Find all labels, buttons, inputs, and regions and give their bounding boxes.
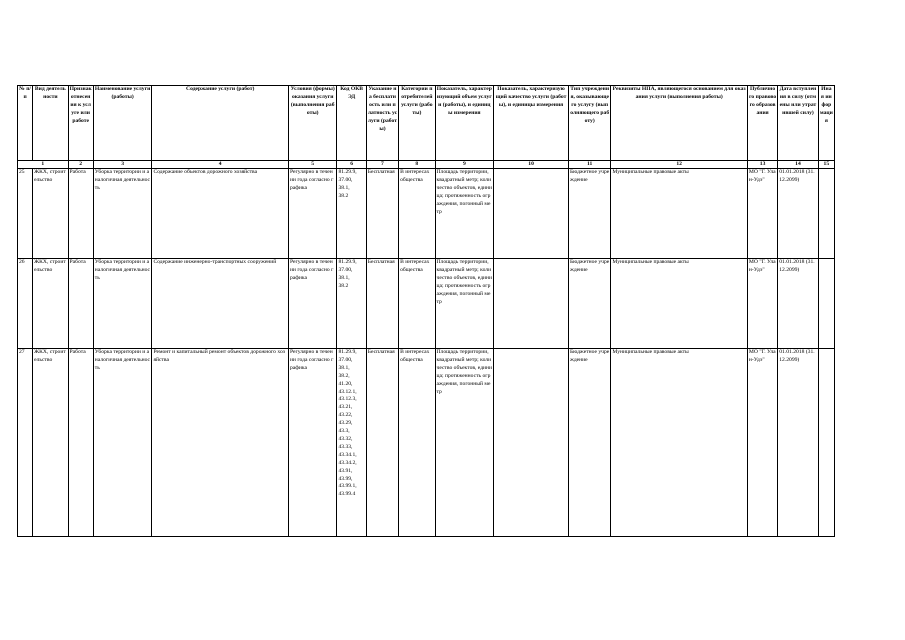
row-number: 26 bbox=[18, 259, 33, 349]
column-number-cell: 14 bbox=[778, 161, 818, 169]
header-cell: Категории потребителей услуги (работы) bbox=[399, 86, 435, 161]
table-header-row bbox=[18, 86, 835, 161]
consumers-cell: В интересах общества bbox=[399, 259, 435, 349]
column-number-cell: 8 bbox=[399, 161, 435, 169]
table-row bbox=[18, 349, 835, 537]
table-row bbox=[18, 259, 835, 349]
column-number-cell: 11 bbox=[568, 161, 610, 169]
column-number-cell: 2 bbox=[68, 161, 93, 169]
service-name-cell: Уборка территории и аналогичная деятельность bbox=[93, 169, 152, 259]
column-number-cell: 1 bbox=[18, 161, 69, 169]
consumers-cell: В интересах общества bbox=[399, 169, 435, 259]
other-info-cell bbox=[818, 169, 834, 259]
table-row bbox=[18, 169, 835, 259]
row-number: 27 bbox=[18, 349, 33, 537]
public-entity-cell: МО "Г. Улан-Удэ" bbox=[747, 349, 777, 537]
column-number-cell: 15 bbox=[818, 161, 834, 169]
services-register-table bbox=[17, 85, 835, 537]
conditions-cell: Регулярно в течении года согласно графика bbox=[288, 349, 337, 537]
quality-indicator-cell bbox=[494, 349, 569, 537]
header-cell: № п/п bbox=[18, 86, 33, 161]
row-number: 25 bbox=[18, 169, 33, 259]
type-cell: Работа bbox=[68, 169, 93, 259]
okved-cell: 81.29.9, 37.00, 38.1, 38.2, 41.20, 43.12.1, 43.12.3, 43.21, 43.22, 43.29, 43.3, 43.32, 43.33, 43.34.1, 43.34.2, 43.91, 43.99, 43.99.1, 43.99.4 bbox=[337, 349, 366, 537]
npa-cell: Муниципальные правовые акты bbox=[611, 259, 748, 349]
header-cell: Признак отнесения к услуге или работе bbox=[68, 86, 93, 161]
header-cell: Дата вступления в силу (отмены или утратившей силу) bbox=[778, 86, 818, 161]
institution-type-cell: Бюджетное учреждение bbox=[568, 349, 610, 537]
other-info-cell bbox=[818, 349, 834, 537]
activity-cell: ЖКХ, строительство bbox=[33, 169, 68, 259]
service-content-cell: Содержание объектов дорожного хозяйства bbox=[152, 169, 289, 259]
conditions-cell: Регулярно в течении года согласно графика bbox=[288, 259, 337, 349]
activity-cell: ЖКХ, строительство bbox=[33, 349, 68, 537]
service-name-cell: Уборка территории и аналогичная деятельность bbox=[93, 259, 152, 349]
public-entity-cell: МО "Г. Улан-Удэ" bbox=[747, 259, 777, 349]
column-number-cell: 13 bbox=[747, 161, 777, 169]
header-cell: Публичного правового образования bbox=[747, 86, 777, 161]
volume-indicator-cell: Площадь территории, квадратный метр; количество объектов, единица; протяженность ограждения, погонный метр bbox=[435, 349, 494, 537]
header-cell: Наименование услуги (работы) bbox=[93, 86, 152, 161]
payment-cell: Бесплатная bbox=[366, 169, 398, 259]
payment-cell: Бесплатная bbox=[366, 349, 398, 537]
column-number-cell: 4 bbox=[152, 161, 289, 169]
npa-cell: Муниципальные правовые акты bbox=[611, 349, 748, 537]
header-cell: Показатель, характеризующий объем услуги (работы), и единицы измерения bbox=[435, 86, 494, 161]
activity-cell: ЖКХ, строительство bbox=[33, 259, 68, 349]
column-number-cell: 6 bbox=[337, 161, 366, 169]
service-content-cell: Содержание инженерно-транспортных сооружений bbox=[152, 259, 289, 349]
header-cell: Указание на бесплатность или платность услуги (работы) bbox=[366, 86, 398, 161]
header-cell: Тип учреждения, оказывающего услугу (выполняющего работу) bbox=[568, 86, 610, 161]
column-number-cell: 12 bbox=[611, 161, 748, 169]
effective-date-cell: 01.01.2018 (31.12.2099) bbox=[778, 259, 818, 349]
header-cell: Реквизиты НПА, являющегося основанием для оказания услуги (выполнения работы) bbox=[611, 86, 748, 161]
column-number-cell: 9 bbox=[435, 161, 494, 169]
effective-date-cell: 01.01.2018 (31.12.2099) bbox=[778, 169, 818, 259]
header-cell: Показатель, характеризующий качество услуги (работы), и единицы измерения bbox=[494, 86, 569, 161]
npa-cell: Муниципальные правовые акты bbox=[611, 169, 748, 259]
volume-indicator-cell: Площадь территории, квадратный метр; количество объектов, единица; протяженность ограждения, погонный метр bbox=[435, 169, 494, 259]
column-number-cell: 3 bbox=[93, 161, 152, 169]
conditions-cell: Регулярно в течении года согласно графика bbox=[288, 169, 337, 259]
payment-cell: Бесплатная bbox=[366, 259, 398, 349]
institution-type-cell: Бюджетное учреждение bbox=[568, 169, 610, 259]
column-number-cell: 10 bbox=[494, 161, 569, 169]
quality-indicator-cell bbox=[494, 169, 569, 259]
public-entity-cell: МО "Г. Улан-Удэ" bbox=[747, 169, 777, 259]
header-cell: Условия (формы) оказания услуги (выполнения работы) bbox=[288, 86, 337, 161]
volume-indicator-cell: Площадь территории, квадратный метр; количество объектов, единица; протяженность ограждения, погонный метр bbox=[435, 259, 494, 349]
column-number-cell: 7 bbox=[366, 161, 398, 169]
header-cell: Код ОКВЭД bbox=[337, 86, 366, 161]
okved-cell: 81.29.9, 37.00, 38.1, 38.2 bbox=[337, 169, 366, 259]
column-number-row bbox=[18, 161, 835, 169]
header-cell: Вид деятельности bbox=[33, 86, 68, 161]
okved-cell: 81.29.9, 37.00, 38.1, 38.2 bbox=[337, 259, 366, 349]
quality-indicator-cell bbox=[494, 259, 569, 349]
service-content-cell: Ремонт и капитальный ремонт объектов дорожного хозяйства bbox=[152, 349, 289, 537]
column-number-cell: 5 bbox=[288, 161, 337, 169]
effective-date-cell: 01.01.2018 (31.12.2099) bbox=[778, 349, 818, 537]
header-cell: Иная информация bbox=[818, 86, 834, 161]
institution-type-cell: Бюджетное учреждение bbox=[568, 259, 610, 349]
other-info-cell bbox=[818, 259, 834, 349]
type-cell: Работа bbox=[68, 259, 93, 349]
service-name-cell: Уборка территории и аналогичная деятельность bbox=[93, 349, 152, 537]
consumers-cell: В интересах общества bbox=[399, 349, 435, 537]
type-cell: Работа bbox=[68, 349, 93, 537]
header-cell: Содержание услуги (работ) bbox=[152, 86, 289, 161]
